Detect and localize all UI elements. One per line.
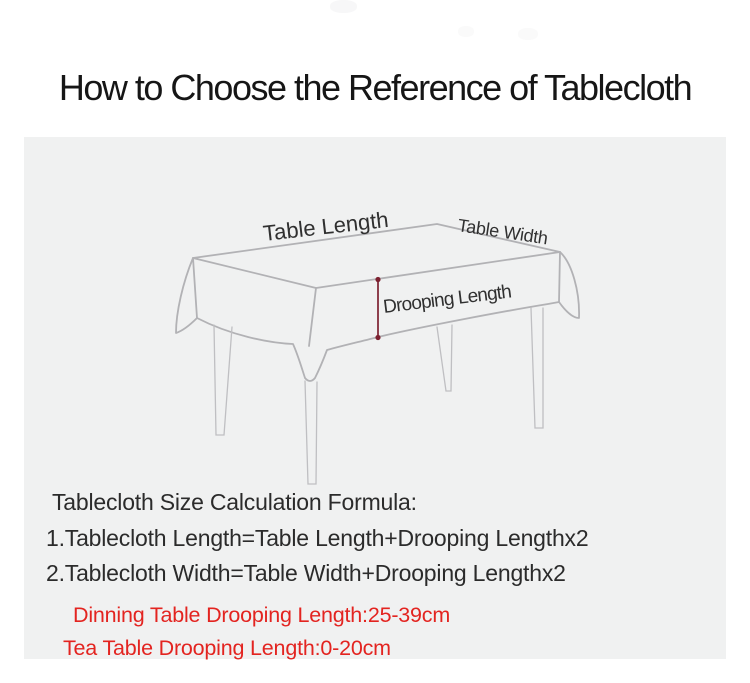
cloth-left-crease	[193, 258, 197, 318]
table-leg-middle	[437, 325, 452, 391]
cloth-front-crease	[309, 288, 316, 346]
formula-heading: Tablecloth Size Calculation Formula:	[52, 489, 417, 515]
tea-table-note: Tea Table Drooping Length:0-20cm	[63, 636, 391, 660]
table-leg-front	[305, 381, 317, 484]
dinning-table-note: Dinning Table Drooping Length:25-39cm	[73, 603, 451, 627]
formula-line-width: 2.Tablecloth Width=Table Width+Drooping Lengthx2	[46, 560, 566, 586]
table-leg-left	[214, 325, 232, 435]
drooping-length-label: Drooping Length	[382, 281, 513, 318]
measure-dot-bottom	[375, 335, 380, 340]
page-title: How to Choose the Reference of Tablecloth	[58, 67, 692, 108]
table-width-label: Table Width	[456, 215, 550, 249]
table-length-label: Table Length	[261, 206, 390, 246]
formula-line-length: 1.Tablecloth Length=Table Length+Drooping Lengthx2	[46, 525, 589, 551]
table-leg-right	[531, 308, 543, 428]
measure-dot-top	[375, 277, 380, 282]
drooping-measure-line	[375, 277, 380, 340]
cloth-right-crease	[559, 252, 560, 302]
cloth-right-flap	[559, 252, 579, 318]
